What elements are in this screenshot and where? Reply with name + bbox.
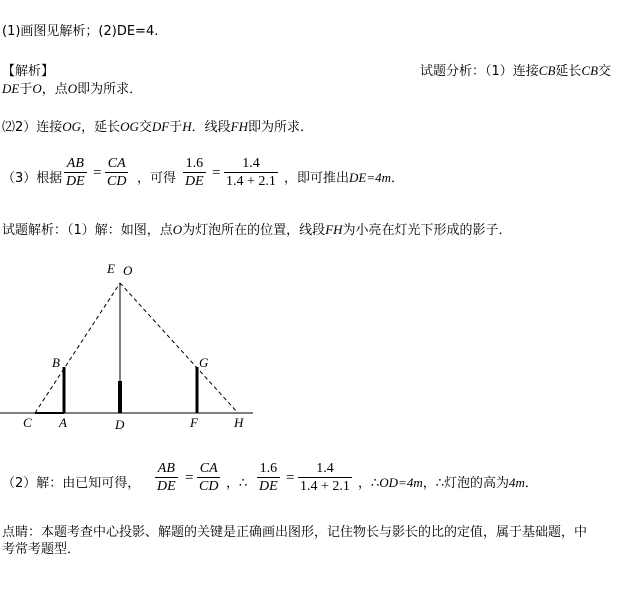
label-df: DF (151, 119, 170, 134)
analysis-lead: 试题分析：（1）连接 (420, 64, 539, 79)
result-text: ，∴灯泡的高为 (422, 476, 509, 491)
analysis-text: 延长 (555, 64, 582, 79)
analysis-text: ，即可推出 (284, 171, 350, 186)
result-od: OD=4m (379, 475, 423, 490)
analysis-text: 即为所求． (77, 82, 143, 97)
label-f: F (190, 415, 198, 430)
fraction-ca-cd (105, 155, 128, 190)
solution-text: 为灯泡所在的位置，线段 (182, 223, 326, 238)
result-height: 4m (509, 475, 525, 490)
therefore-sign: ，∴ (226, 476, 248, 491)
analysis-line-2 (2, 78, 142, 97)
analysis-text: ，可得 (137, 171, 177, 186)
fraction-numerator: 1.6 (257, 460, 280, 478)
label-h: H (234, 415, 244, 430)
fraction-14-sum (298, 460, 352, 495)
fraction-denominator: 1.4 + 2.1 (226, 174, 276, 189)
label-de: DE (2, 81, 20, 96)
analysis-text: ⑵2）连接 (2, 120, 63, 135)
fraction-denominator: CD (107, 174, 127, 189)
label-g: G (199, 355, 209, 370)
label-c: C (23, 415, 32, 430)
equals-sign: = (286, 470, 295, 486)
label-o: O (32, 81, 42, 96)
analysis-text: 交 (138, 120, 152, 135)
label-h: H (182, 119, 192, 134)
label-b: B (52, 355, 60, 370)
analysis-part-2 (2, 116, 313, 135)
fraction-numerator: CA (197, 460, 220, 478)
analysis-text: ．线段 (191, 120, 231, 135)
fraction-16-de (183, 155, 206, 190)
answer-line: (1)画图见解析；(2)DE=4. (2, 24, 159, 39)
analysis-text: 即为所求． (247, 120, 313, 135)
fraction-numerator: AB (64, 155, 87, 173)
label-o: O (123, 263, 133, 278)
label-cb: CB (581, 63, 599, 78)
fraction-numerator: AB (155, 460, 178, 478)
label-o: O (172, 222, 183, 237)
geometry-diagram (0, 250, 270, 435)
analysis-text: 于 (19, 82, 33, 97)
label-fh: FH (325, 222, 343, 237)
analysis-line-1 (420, 60, 611, 79)
label-e: E (107, 261, 115, 276)
analysis-part-3-end (284, 167, 404, 186)
fraction-numerator: 1.4 (298, 460, 352, 478)
fraction-14-sum (224, 155, 278, 190)
part2-result (358, 472, 538, 491)
analysis-text: 交 (598, 64, 612, 79)
therefore-sign: ，∴ (358, 476, 380, 491)
fraction-numerator: CA (105, 155, 128, 173)
fraction-denominator: DE (185, 174, 204, 189)
label-d: D (115, 417, 125, 432)
analysis-part-3-lead: （3）根据 (2, 171, 63, 186)
solution-text: 为小亮在灯光下形成的影子． (342, 223, 512, 238)
result-text: ． (524, 476, 538, 491)
analysis-text: 于 (169, 120, 183, 135)
analysis-text: ． (391, 171, 405, 186)
section-label: 【解析】 (2, 64, 55, 79)
comment-line-2: 考常考题型． (2, 542, 81, 557)
equals-sign: = (212, 165, 221, 181)
label-o: O (67, 81, 78, 96)
solution-text: 试题解析：（1）解：如图，点 (2, 223, 173, 238)
fraction-ca-cd (197, 460, 220, 495)
comment-line-1: 点睛：本题考查中心投影、解题的关键是正确画出图形，记住物长与影长的比的定值，属于基础题，中 (2, 525, 588, 540)
solution-line (2, 219, 512, 238)
fraction-ab-de (64, 155, 87, 190)
dashed-line-co (35, 283, 120, 413)
fraction-denominator: DE (259, 479, 278, 494)
fraction-denominator: DE (157, 479, 176, 494)
label-a: A (59, 415, 67, 430)
fraction-numerator: 1.4 (224, 155, 278, 173)
equals-sign: = (93, 165, 102, 181)
label-og: OG (62, 119, 82, 134)
fraction-denominator: 1.4 + 2.1 (300, 479, 350, 494)
fraction-numerator: 1.6 (183, 155, 206, 173)
part2-lead: （2）解：由已知可得， (2, 476, 141, 491)
fraction-denominator: CD (199, 479, 219, 494)
fraction-16-de (257, 460, 280, 495)
result-de: DE=4m (349, 170, 392, 185)
label-og: OG (120, 119, 139, 134)
equals-sign: = (185, 470, 194, 486)
fraction-ab-de (155, 460, 178, 495)
label-cb: CB (538, 63, 556, 78)
fraction-denominator: DE (66, 174, 85, 189)
analysis-text: ，点 (41, 82, 68, 97)
label-fh: FH (230, 119, 248, 134)
analysis-text: ，延长 (81, 120, 121, 135)
dashed-line-oh (120, 283, 238, 413)
